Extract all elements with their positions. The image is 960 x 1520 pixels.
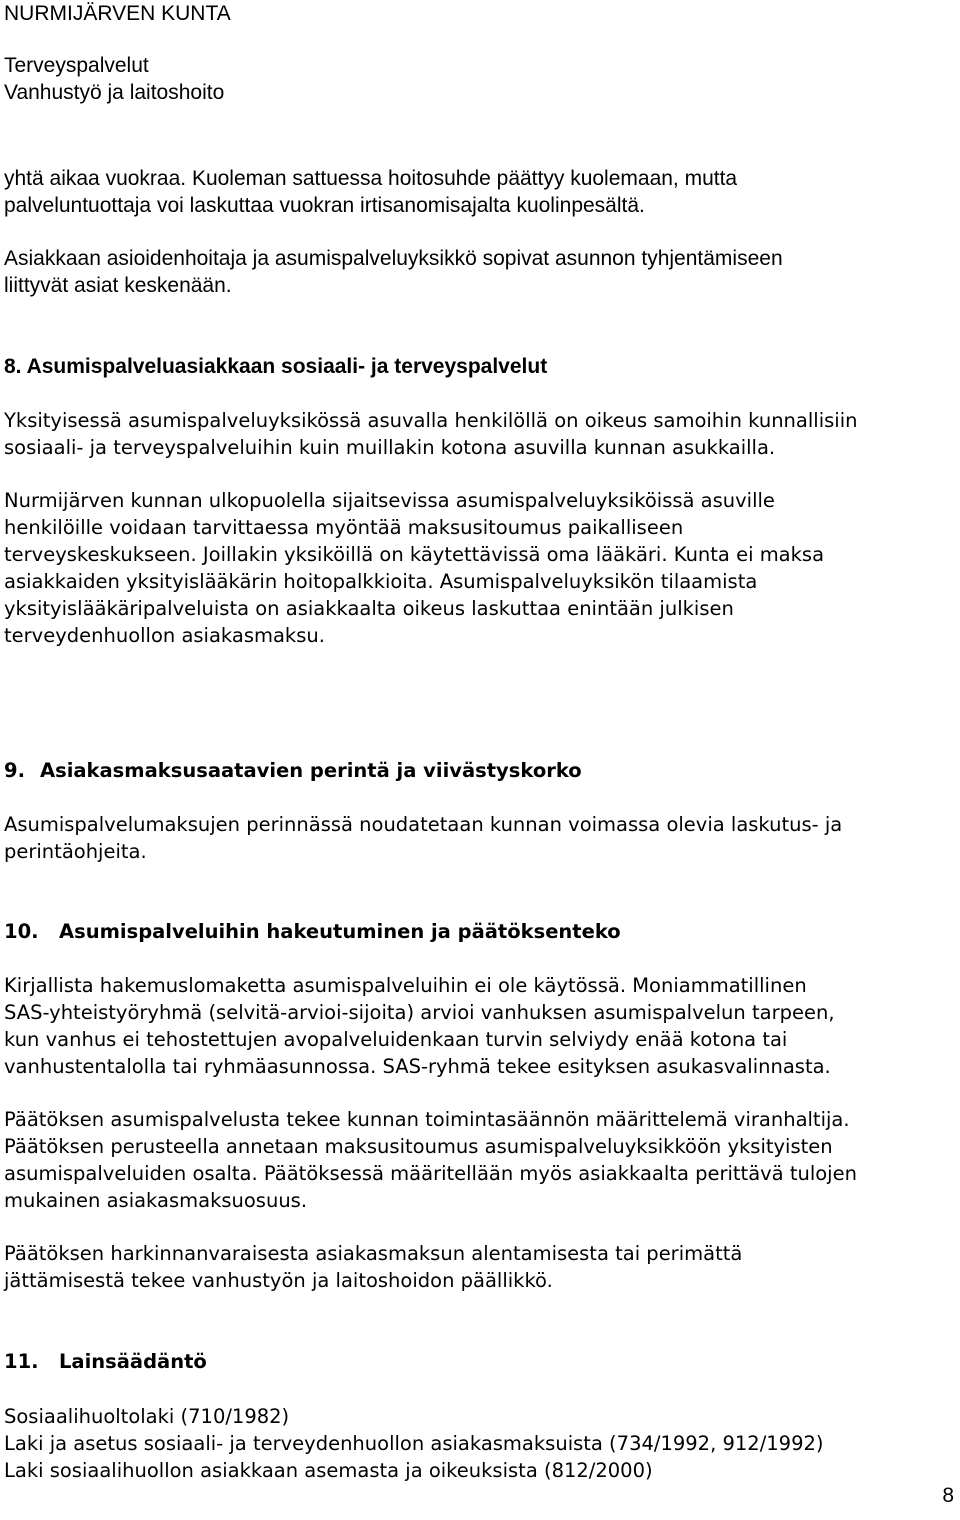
page-number: 8	[942, 1484, 954, 1507]
paragraph-line: mukainen asiakasmaksuosuus.	[4, 1189, 308, 1212]
paragraph-line: kun vanhus ei tehostettujen avopalveluidenkaan turvin selviydy enää kotona tai	[4, 1028, 788, 1051]
section-title: Asiakasmaksusaatavien perintä ja viivästyskorko	[40, 759, 582, 782]
intro-line: yhtä aikaa vuokraa. Kuoleman sattuessa hoitosuhde päättyy kuolemaan, mutta	[4, 167, 738, 190]
paragraph-line: jättämisestä tekee vanhustyön ja laitoshoidon päällikkö.	[4, 1269, 553, 1292]
paragraph-line: yksityislääkäripalveluista on asiakkaalta oikeus laskuttaa enintään julkisen	[4, 597, 734, 620]
unit-name: Vanhustyö ja laitoshoito	[4, 81, 225, 104]
section-number: 9.	[4, 759, 25, 782]
section-title: Lainsäädäntö	[59, 1350, 207, 1373]
paragraph-line: Päätöksen perusteella annetaan maksusitoumus asumispalveluyksikköön yksityisten	[4, 1135, 833, 1158]
intro-line: Asiakkaan asioidenhoitaja ja asumispalveluyksikkö sopivat asunnon tyhjentämiseen	[4, 247, 783, 270]
paragraph-line: Kirjallista hakemuslomaketta asumispalveluihin ei ole käytössä. Moniammatillinen	[4, 974, 807, 997]
paragraph-line: Yksityisessä asumispalveluyksikössä asuvalla henkilöllä on oikeus samoihin kunnallisiin	[4, 409, 858, 432]
section-title: Asumispalveluihin hakeutuminen ja päätöksenteko	[59, 920, 621, 943]
law-item: Laki sosiaalihuollon asiakkaan asemasta ja oikeuksista (812/2000)	[4, 1459, 653, 1482]
section-title: Asumispalveluasiakkaan sosiaali- ja terveyspalvelut	[26, 355, 548, 378]
paragraph-line: terveyskeskukseen. Joillakin yksiköillä on käytettävissä oma lääkäri. Kunta ei maksa	[4, 543, 825, 566]
paragraph-line: Päätöksen harkinnanvaraisesta asiakasmaksun alentamisesta tai perimättä	[4, 1242, 743, 1265]
department-name: Terveyspalvelut	[4, 54, 149, 77]
paragraph-line: Asumispalvelumaksujen perinnässä noudatetaan kunnan voimassa olevia laskutus- ja	[4, 813, 843, 836]
paragraph-line: asumispalveluiden osalta. Päätöksessä määritellään myös asiakkaalta perittävä tulojen	[4, 1162, 857, 1185]
section-number: 8.	[4, 355, 22, 378]
paragraph-line: vanhustentalolla tai ryhmäasunnossa. SAS-ryhmä tekee esityksen asukasvalinnasta.	[4, 1055, 831, 1078]
section-9-heading	[4, 757, 582, 784]
paragraph-line: sosiaali- ja terveyspalveluihin kuin muillakin kotona asuvilla kunnan asukkailla.	[4, 436, 776, 459]
paragraph-line: perintäohjeita.	[4, 840, 147, 863]
paragraph-line: SAS-yhteistyöryhmä (selvitä-arvioi-sijoita) arvioi vanhuksen asumispalvelun tarpeen,	[4, 1001, 835, 1024]
section-8-heading	[4, 353, 547, 380]
section-number: 10.	[4, 920, 39, 943]
section-11-heading	[4, 1348, 207, 1375]
section-number: 11.	[4, 1350, 39, 1373]
intro-line: palveluntuottaja voi laskuttaa vuokran irtisanomisajalta kuolinpesältä.	[4, 194, 645, 217]
paragraph-line: henkilöille voidaan tarvittaessa myöntää maksusitoumus paikalliseen	[4, 516, 684, 539]
section-10-heading	[4, 918, 621, 945]
paragraph-line: Nurmijärven kunnan ulkopuolella sijaitsevissa asumispalveluyksiköissä asuville	[4, 489, 775, 512]
org-name: NURMIJÄRVEN KUNTA	[4, 2, 231, 25]
paragraph-line: Päätöksen asumispalvelusta tekee kunnan toimintasäännön määrittelemä viranhaltija.	[4, 1108, 850, 1131]
law-item: Laki ja asetus sosiaali- ja terveydenhuollon asiakasmaksuista (734/1992, 912/1992)	[4, 1432, 824, 1455]
paragraph-line: terveydenhuollon asiakasmaksu.	[4, 624, 325, 647]
paragraph-line: asiakkaiden yksityislääkärin hoitopalkkioita. Asumispalveluyksikön tilaamista	[4, 570, 758, 593]
law-item: Sosiaalihuoltolaki (710/1982)	[4, 1405, 290, 1428]
intro-line: liittyvät asiat keskenään.	[4, 274, 232, 297]
